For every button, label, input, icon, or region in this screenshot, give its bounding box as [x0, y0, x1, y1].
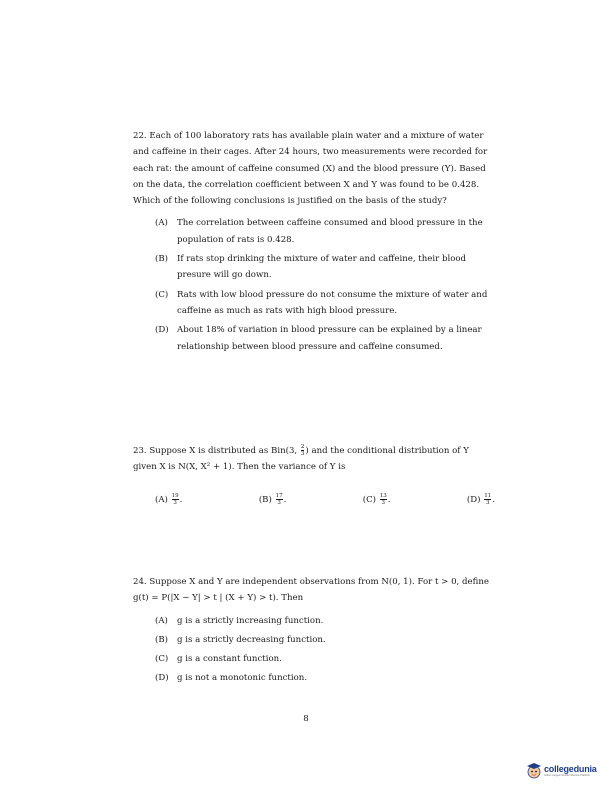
question-22-stem [133, 128, 495, 209]
page-number: 8 [303, 714, 309, 724]
question-23-number: 23. [133, 446, 147, 456]
fraction-two-thirds: $\frac{2}{3}$ [300, 444, 305, 457]
question-24-text: Suppose X and Y are independent observations from N(0, 1). For t > 0, define g(t) = P(|X − Y| > t | (X + Y) > t). Then [133, 577, 489, 604]
question-22-option-d: (D) About 18% of variation in blood pressure can be explained by a linear relationship between blood pressure and caffeine consumed. [155, 325, 482, 352]
question-24 [133, 574, 495, 687]
question-22-option-a: (A) The correlation between caffeine consumed and blood pressure in the population of rats is 0.428. [155, 218, 483, 245]
question-23-option-c: (C) $\frac{13}{3}$ . [362, 492, 391, 506]
question-22-text: Each of 100 laboratory rats has available plain water and a mixture of water and caffeine in their cages. After 24 hours, two measurements were recorded for each rat: the amount of caffeine consumed (X) and the blood pressure (Y). Based on the data, the correlation coefficient between X and Y was found to be 0.428. Which of the following conclusions is justified on the basis of the study? [133, 131, 488, 207]
question-23-stem: 23. Suppose X is distributed as Bin(3, $\frac{2}{3}$ ) and the conditional distribution of Y given X is N(X, X² + 1). Then the variance of Y is [133, 444, 469, 473]
question-22 [133, 128, 495, 355]
question-22-number: 22. [133, 131, 147, 141]
question-24-option-a: (A) g is a strictly increasing function. [155, 615, 324, 626]
question-24-option-d: (D) g is not a monotonic function. [155, 673, 308, 684]
question-23-options [155, 492, 495, 508]
question-22-options [155, 215, 495, 354]
logo-tagline: India's Largest Student Review Platform [544, 773, 591, 777]
question-23-option-d: (D) $\frac{11}{3}$ . [466, 492, 495, 506]
question-23 [133, 443, 495, 508]
question-24-number: 24. [133, 577, 147, 587]
question-23-option-b: (B) $\frac{17}{3}$ . [258, 492, 287, 506]
question-24-stem [133, 574, 495, 607]
question-23-option-a: (A) $\frac{19}{3}$ . [155, 492, 183, 506]
question-22-option-c: (C) Rats with low blood pressure do not consume the mixture of water and caffeine as much as rats with high blood pressure. [155, 289, 488, 316]
graduate-mascot-icon [526, 761, 542, 779]
logo-name: collegedunia [544, 763, 597, 774]
question-24-option-b: (B) g is a strictly decreasing function. [155, 634, 326, 645]
question-24-options [155, 613, 495, 687]
collegedunia-logo [526, 755, 610, 785]
question-22-option-b: (B) If rats stop drinking the mixture of water and caffeine, their blood presure will go down. [155, 254, 467, 281]
question-24-option-c: (C) g is a constant function. [155, 654, 282, 665]
